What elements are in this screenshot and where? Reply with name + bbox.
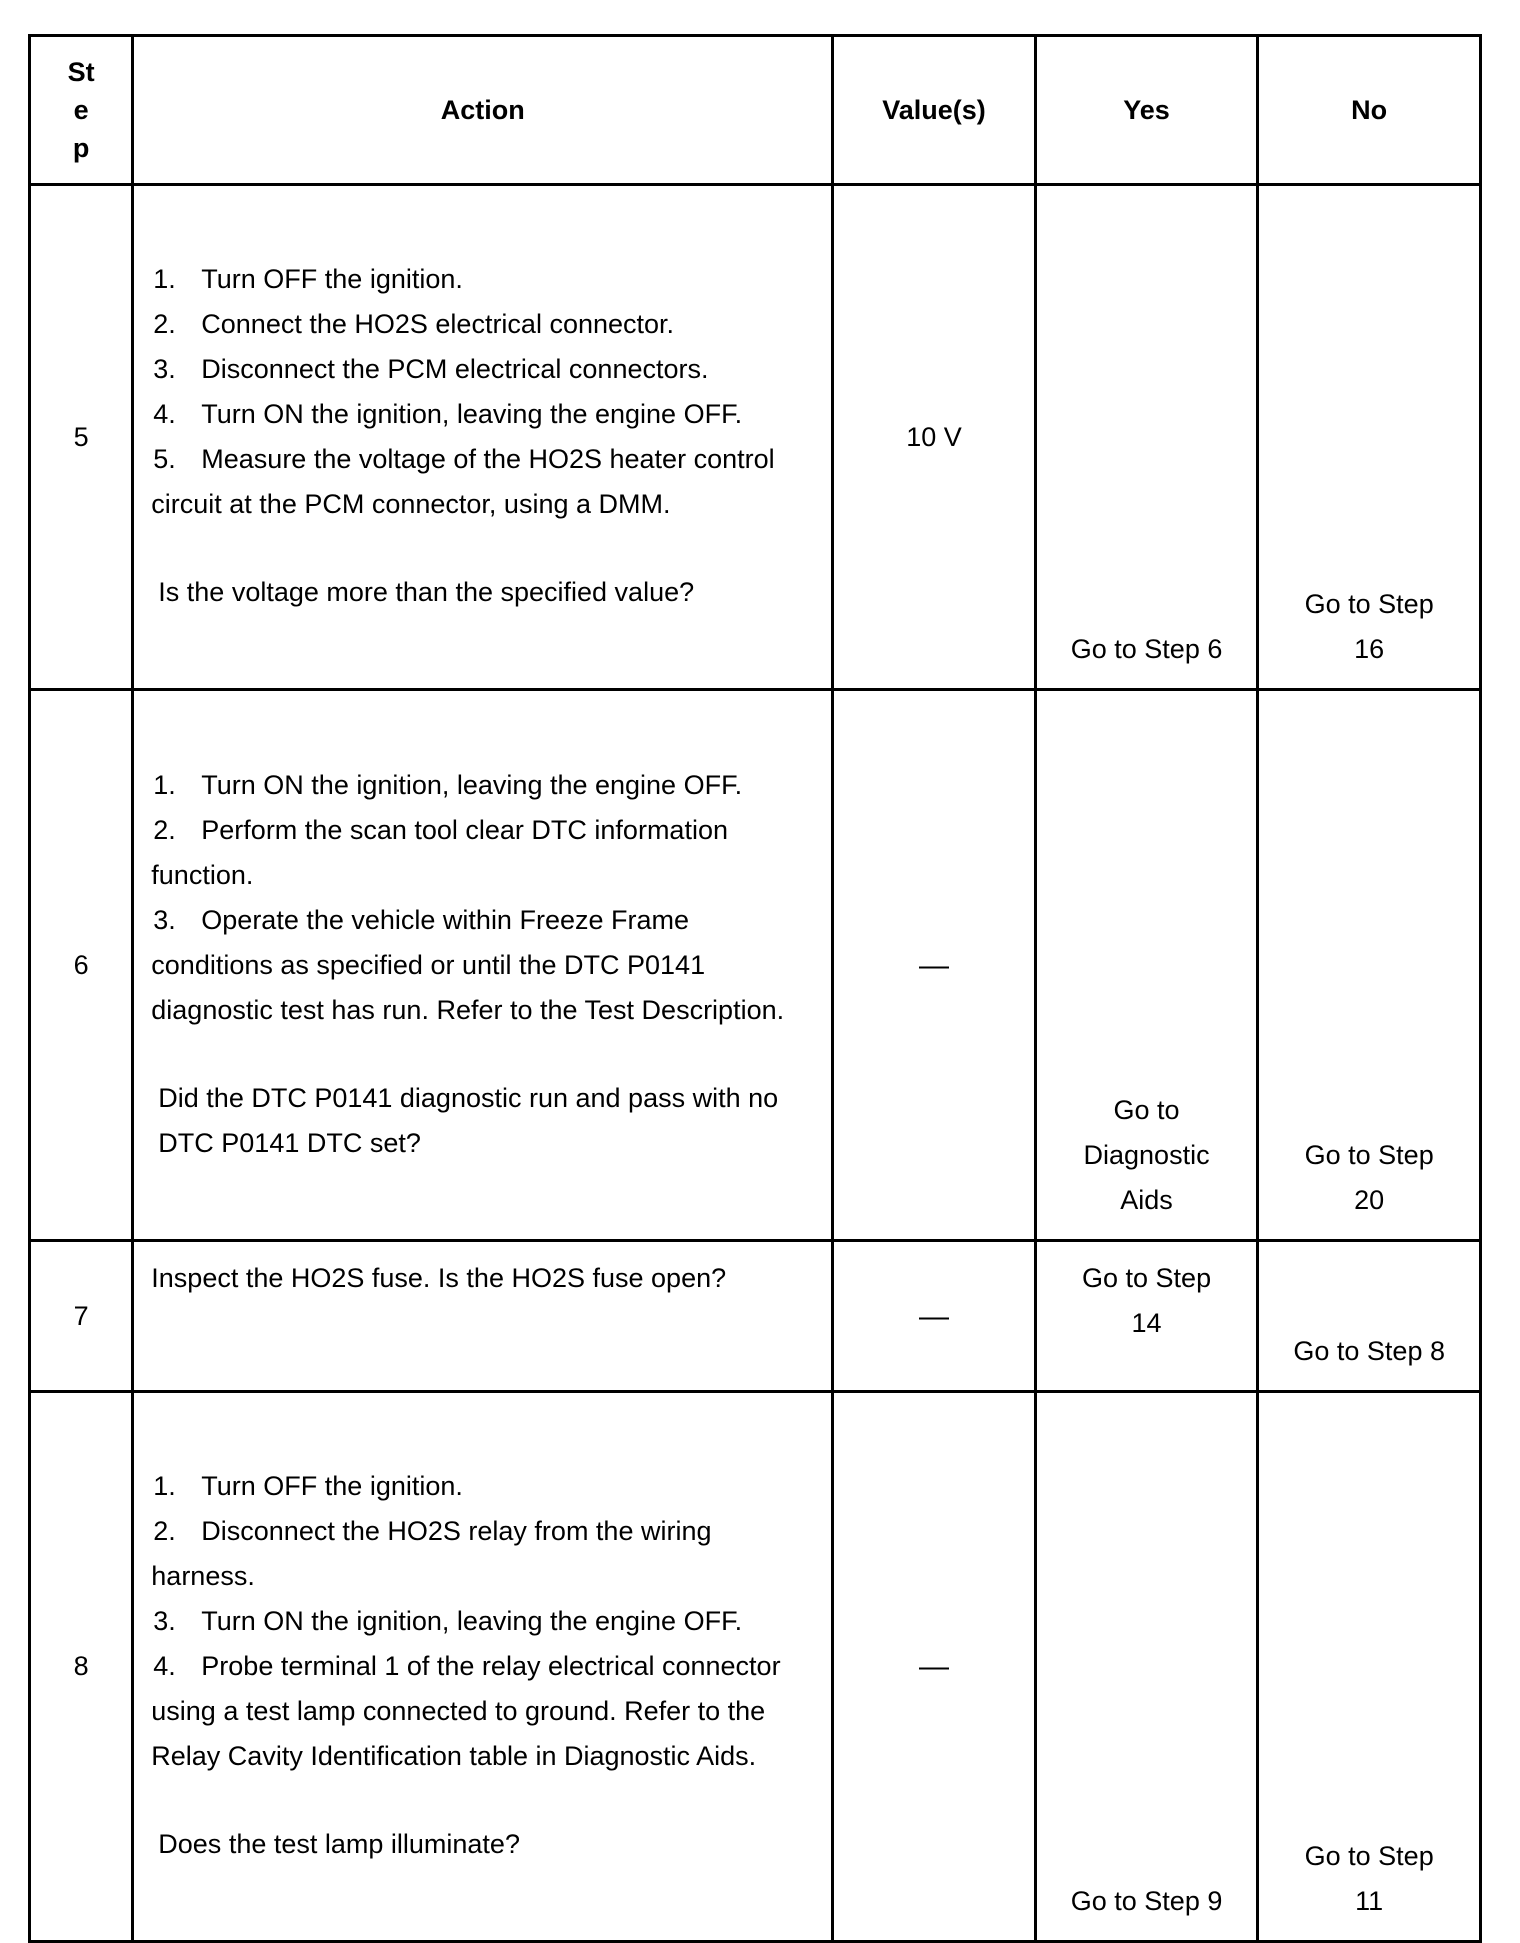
- action-item: 1. Turn ON the ignition, leaving the engine OFF.: [153, 769, 743, 800]
- table-row: [30, 1392, 1481, 1942]
- action-text: Inspect the HO2S fuse. Is the HO2S fuse open?: [151, 1263, 727, 1293]
- action-item: 2. Disconnect the HO2S relay from the wiring harness.: [151, 1516, 712, 1591]
- header-step: St ep: [30, 36, 133, 185]
- yes-cell: Go to Step 6: [1035, 185, 1258, 690]
- table-row: [30, 1241, 1481, 1392]
- action-question: Does the test lamp illuminate?: [158, 1829, 520, 1859]
- action-cell: [133, 690, 833, 1241]
- no-cell: Go to Step 8: [1258, 1241, 1481, 1392]
- action-item: 4. Turn ON the ignition, leaving the engine OFF.: [153, 399, 743, 429]
- no-cell: Go to Step 20: [1258, 690, 1481, 1241]
- diagnostic-table: [28, 34, 1482, 1943]
- action-item: 1. Turn OFF the ignition.: [153, 264, 463, 294]
- yes-cell: Go to Step 9: [1035, 1392, 1258, 1942]
- action-item: 4. Probe terminal 1 of the relay electrical connector using a test lamp connected to ground. Refer to the Relay Cavity Identification table in Diagnostic Aids.: [151, 1651, 781, 1771]
- no-cell: Go to Step 11: [1258, 1392, 1481, 1942]
- action-item: 3. Turn ON the ignition, leaving the engine OFF.: [153, 1606, 743, 1636]
- no-cell: Go to Step 16: [1258, 185, 1481, 690]
- action-item: 2. Perform the scan tool clear DTC information function.: [151, 814, 728, 890]
- value-cell: 10 V: [833, 185, 1036, 690]
- step-number: 8: [30, 1392, 133, 1942]
- action-cell: [133, 185, 833, 690]
- header-values: Value(s): [833, 36, 1036, 185]
- step-number: 7: [30, 1241, 133, 1392]
- value-cell: —: [833, 690, 1036, 1241]
- table-row: [30, 185, 1481, 690]
- action-item: 2. Connect the HO2S electrical connector.: [153, 309, 675, 339]
- header-no: No: [1258, 36, 1481, 185]
- header-row: [30, 36, 1481, 185]
- value-cell: —: [833, 1392, 1036, 1942]
- table-row: [30, 690, 1481, 1241]
- step-number: 5: [30, 185, 133, 690]
- header-yes: Yes: [1035, 36, 1258, 185]
- action-item: 5. Measure the voltage of the HO2S heater control circuit at the PCM connector, using a DMM.: [151, 444, 775, 519]
- yes-cell: Go to Diagnostic Aids: [1035, 690, 1258, 1241]
- action-cell: [133, 1241, 833, 1392]
- action-cell: [133, 1392, 833, 1942]
- action-item: 3. Operate the vehicle within Freeze Frame conditions as specified or until the DTC P0141 diagnostic test has run. Refer to the Test Description.: [151, 904, 785, 1025]
- step-number: 6: [30, 690, 133, 1241]
- action-item: 3. Disconnect the PCM electrical connectors.: [153, 354, 709, 384]
- action-question: Did the DTC P0141 diagnostic run and pass with no DTC P0141 DTC set?: [158, 1082, 779, 1158]
- header-action: Action: [133, 36, 833, 185]
- yes-cell: Go to Step 14: [1035, 1241, 1258, 1392]
- action-question: Is the voltage more than the specified value?: [158, 577, 695, 607]
- value-cell: —: [833, 1241, 1036, 1392]
- action-item: 1. Turn OFF the ignition.: [153, 1471, 463, 1501]
